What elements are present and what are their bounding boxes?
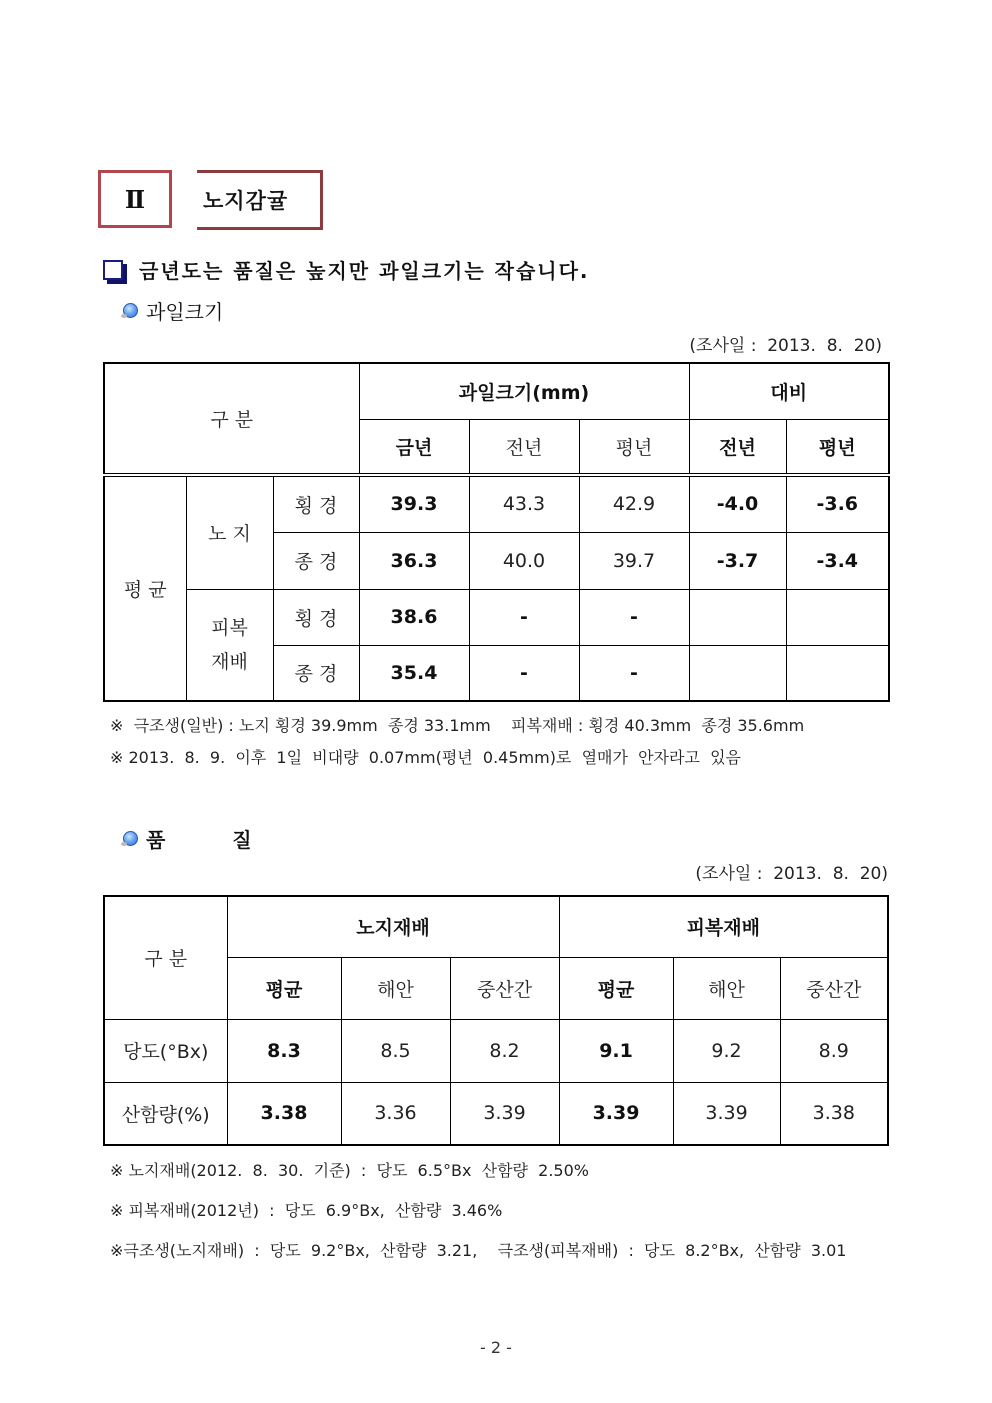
page-number: - 2 - [480, 1338, 512, 1357]
quality-survey-date: (조사일 : 2013. 8. 20) [695, 864, 888, 884]
quality-note-1: ※ 노지재배(2012. 8. 30. 기준) : 당도 6.5°Bx 산함량 2.50% [110, 1161, 589, 1180]
fruit-size-note-2: ※ 2013. 8. 9. 이후 1일 비대량 0.07mm(평년 0.45mm)로 열매가 안자라고 있음 [110, 748, 742, 767]
row-label-brix: 당도(°Bx) [104, 1019, 227, 1082]
blue-dot-bullet-icon [123, 831, 138, 846]
cell: 3.38 [227, 1082, 341, 1145]
cell-last-year: 40.0 [469, 532, 579, 589]
cell-this-year: 35.4 [359, 645, 469, 701]
cell-last-year: 43.3 [469, 475, 579, 532]
cell: 8.3 [227, 1019, 341, 1082]
section-number: Ⅱ [124, 184, 146, 214]
header-compare-group: 대비 [689, 363, 889, 419]
quality-note-2: ※ 피복재배(2012년) : 당도 6.9°Bx, 산함량 3.46% [110, 1201, 503, 1220]
cell-vs-normal [786, 645, 889, 701]
header-size-group: 과일크기(mm) [359, 363, 689, 419]
cell-vs-last: -4.0 [689, 475, 786, 532]
cell-last-year: - [469, 645, 579, 701]
cell-vs-normal [786, 589, 889, 645]
header-vs-last-year: 전년 [689, 419, 786, 475]
header-avg: 평균 [227, 957, 341, 1019]
header-last-year: 전년 [469, 419, 579, 475]
header-covered: 피복재배 [559, 896, 888, 957]
quality-subtitle [123, 824, 282, 853]
quality-table [103, 895, 889, 1146]
table-row [104, 1082, 888, 1145]
blue-dot-bullet-icon [123, 303, 138, 318]
cell: 3.39 [673, 1082, 780, 1145]
header-midmountain: 중산간 [450, 957, 559, 1019]
cell-this-year: 38.6 [359, 589, 469, 645]
fruit-size-survey-date: (조사일 : 2013. 8. 20) [689, 336, 882, 356]
header-normal-year: 평년 [579, 419, 689, 475]
section-title: 노지감귤 [203, 189, 289, 213]
cell-vs-normal: -3.4 [786, 532, 889, 589]
cell-normal-year: - [579, 589, 689, 645]
row-type: 횡 경 [273, 589, 359, 645]
row-label-acidity: 산함량(%) [104, 1082, 227, 1145]
cell-vs-last [689, 589, 786, 645]
cell-this-year: 39.3 [359, 475, 469, 532]
headline [103, 255, 590, 284]
square-bullet-icon [103, 260, 123, 280]
row-type: 종 경 [273, 532, 359, 589]
cell: 3.36 [341, 1082, 450, 1145]
table-row [104, 1019, 888, 1082]
fruit-size-note-1: ※ 극조생(일반) : 노지 횡경 39.9mm 종경 33.1mm 피복재배 : 횡경 40.3mm 종경 35.6mm [110, 716, 805, 735]
subgroup-open-field: 노 지 [186, 475, 273, 589]
cell: 8.2 [450, 1019, 559, 1082]
header-vs-normal-year: 평년 [786, 419, 889, 475]
cell: 9.2 [673, 1019, 780, 1082]
cell-vs-last: -3.7 [689, 532, 786, 589]
section-title-box [197, 170, 323, 230]
header-coastal: 해안 [673, 957, 780, 1019]
cell-normal-year: - [579, 645, 689, 701]
header-category: 구 분 [104, 363, 359, 475]
cell: 3.38 [780, 1082, 888, 1145]
cell-normal-year: 42.9 [579, 475, 689, 532]
quality-subtitle-text: 품 질 [146, 828, 282, 852]
quality-note-3: ※극조생(노지재배) : 당도 9.2°Bx, 산함량 3.21, 극조생(피복재배) : 당도 8.2°Bx, 산함량 3.01 [110, 1241, 847, 1260]
headline-text: 금년도는 품질은 높지만 과일크기는 작습니다. [139, 259, 590, 283]
header-midmountain: 중산간 [780, 957, 888, 1019]
table-row [104, 589, 889, 645]
fruit-size-table [103, 362, 890, 702]
cell: 3.39 [559, 1082, 673, 1145]
row-type: 횡 경 [273, 475, 359, 532]
cell-this-year: 36.3 [359, 532, 469, 589]
row-group-average: 평 균 [104, 475, 186, 701]
header-coastal: 해안 [341, 957, 450, 1019]
header-open-field: 노지재배 [227, 896, 559, 957]
cell-vs-normal: -3.6 [786, 475, 889, 532]
table-row [104, 475, 889, 532]
subgroup-covered [186, 589, 273, 701]
fruit-size-subtitle [123, 296, 223, 325]
cell-vs-last [689, 645, 786, 701]
fruit-size-subtitle-text: 과일크기 [146, 300, 224, 324]
section-number-box [98, 170, 172, 228]
cell: 9.1 [559, 1019, 673, 1082]
header-category: 구 분 [104, 896, 227, 1019]
subgroup-covered-line2: 재배 [211, 650, 248, 673]
cell: 3.39 [450, 1082, 559, 1145]
row-type: 종 경 [273, 645, 359, 701]
cell-normal-year: 39.7 [579, 532, 689, 589]
header-avg: 평균 [559, 957, 673, 1019]
header-this-year: 금년 [359, 419, 469, 475]
cell: 8.5 [341, 1019, 450, 1082]
subgroup-covered-line1: 피복 [211, 616, 248, 639]
cell: 8.9 [780, 1019, 888, 1082]
cell-last-year: - [469, 589, 579, 645]
